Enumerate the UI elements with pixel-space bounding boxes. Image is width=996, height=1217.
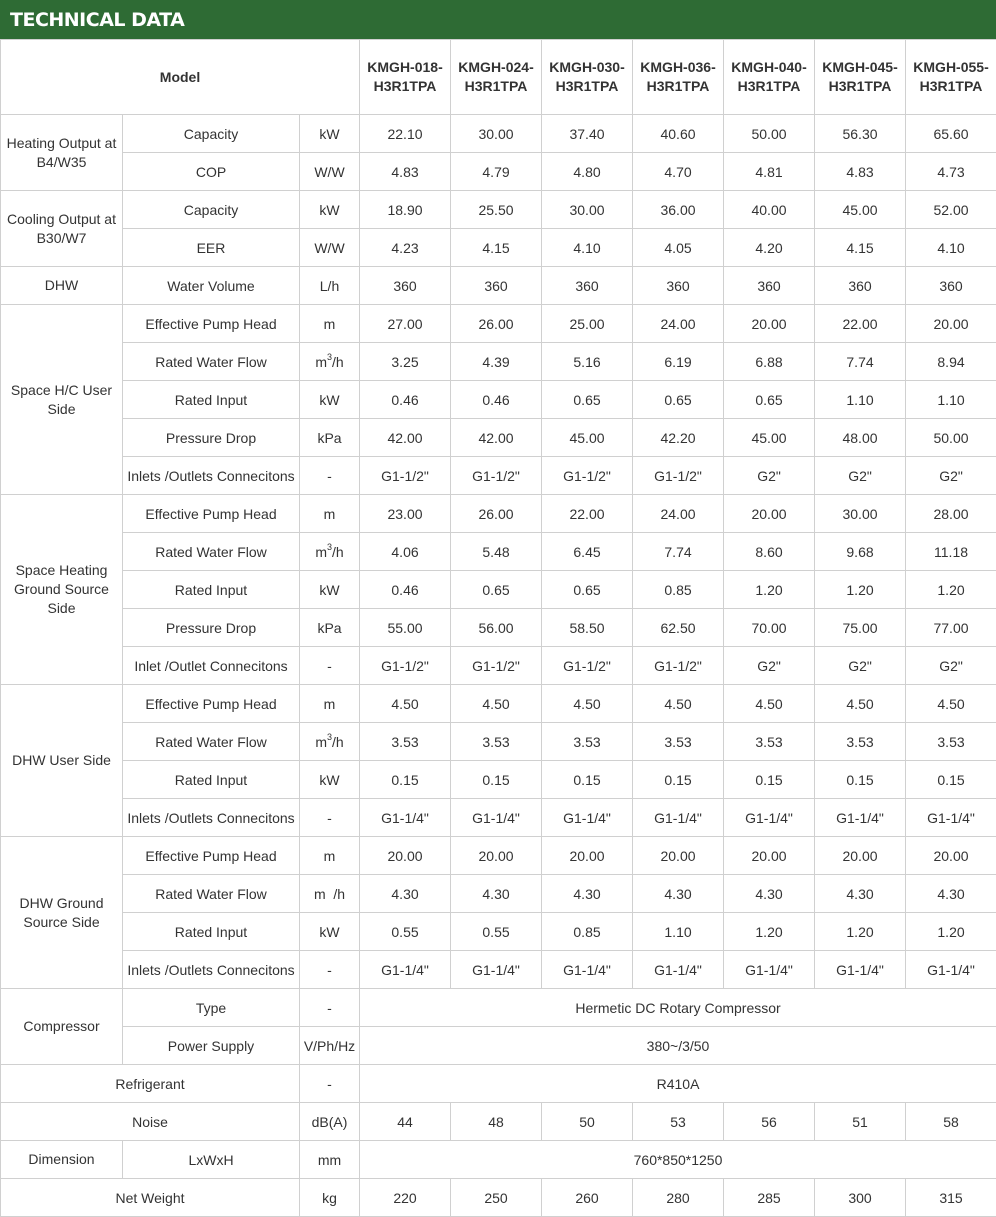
- parameter-cell: Rated Water Flow: [123, 343, 300, 381]
- value-cell: 24.00: [633, 495, 724, 533]
- value-cell: 300: [815, 1179, 906, 1217]
- value-cell: 20.00: [724, 495, 815, 533]
- value-cell: 0.65: [724, 381, 815, 419]
- category-cell: DHW Ground Source Side: [1, 837, 123, 989]
- value-cell: 1.20: [815, 913, 906, 951]
- value-cell: 360: [906, 267, 996, 305]
- value-cell: 22.10: [360, 115, 451, 153]
- value-cell: 20.00: [906, 305, 996, 343]
- value-cell: 30.00: [542, 191, 633, 229]
- value-cell: 0.15: [451, 761, 542, 799]
- value-cell: 4.83: [815, 153, 906, 191]
- value-cell: 18.90: [360, 191, 451, 229]
- value-cell: G1-1/4": [451, 799, 542, 837]
- unit-cell: -: [300, 1065, 360, 1103]
- value-cell: 51: [815, 1103, 906, 1141]
- table-row: [1, 837, 996, 875]
- parameter-cell: Pressure Drop: [123, 419, 300, 457]
- unit-cell: [300, 533, 360, 571]
- unit-tail: /h: [332, 734, 344, 750]
- technical-data-table: [0, 39, 996, 1217]
- value-cell: 0.15: [633, 761, 724, 799]
- value-cell: 0.65: [633, 381, 724, 419]
- value-cell: 3.53: [451, 723, 542, 761]
- value-cell: 22.00: [815, 305, 906, 343]
- unit-cell: W/W: [300, 153, 360, 191]
- value-cell: 26.00: [451, 305, 542, 343]
- parameter-cell: Inlets /Outlets Connecitons: [123, 457, 300, 495]
- value-cell: 56.00: [451, 609, 542, 647]
- value-cell: 55.00: [360, 609, 451, 647]
- table-row: [1, 685, 996, 723]
- value-cell: 3.53: [815, 723, 906, 761]
- value-cell: 45.00: [815, 191, 906, 229]
- value-cell: 280: [633, 1179, 724, 1217]
- value-cell: 26.00: [451, 495, 542, 533]
- table-row: [1, 153, 996, 191]
- value-cell: 58.50: [542, 609, 633, 647]
- value-cell: 6.19: [633, 343, 724, 381]
- category-cell: Heating Output at B4/W35: [1, 115, 123, 191]
- value-cell: G1-1/4": [360, 951, 451, 989]
- value-cell: 50.00: [724, 115, 815, 153]
- value-cell: 42.20: [633, 419, 724, 457]
- table-row: [1, 267, 996, 305]
- value-cell: 4.50: [542, 685, 633, 723]
- unit-base: m: [315, 734, 327, 750]
- unit-cell: kg: [300, 1179, 360, 1217]
- unit-cell: m: [300, 495, 360, 533]
- table-row: [1, 799, 996, 837]
- value-cell: 9.68: [815, 533, 906, 571]
- value-cell: 760*850*1250: [360, 1141, 996, 1179]
- model-cell: KMGH-040- H3R1TPA: [724, 40, 815, 115]
- table-row: [1, 647, 996, 685]
- table-row: [1, 609, 996, 647]
- value-cell: G2": [906, 457, 996, 495]
- parameter-cell: Capacity: [123, 115, 300, 153]
- value-cell: 5.16: [542, 343, 633, 381]
- value-cell: 4.15: [451, 229, 542, 267]
- value-cell: G1-1/4": [451, 951, 542, 989]
- value-cell: Hermetic DC Rotary Compressor: [360, 989, 996, 1027]
- table-row: [1, 1179, 996, 1217]
- category-cell: Cooling Output at B30/W7: [1, 191, 123, 267]
- value-cell: 0.15: [724, 761, 815, 799]
- value-cell: 4.23: [360, 229, 451, 267]
- table-row: [1, 305, 996, 343]
- value-cell: 4.30: [360, 875, 451, 913]
- unit-cell: mm: [300, 1141, 360, 1179]
- value-cell: 3.53: [906, 723, 996, 761]
- value-cell: 25.00: [542, 305, 633, 343]
- unit-cell: m: [300, 305, 360, 343]
- table-row: [1, 457, 996, 495]
- value-cell: 250: [451, 1179, 542, 1217]
- value-cell: 4.81: [724, 153, 815, 191]
- value-cell: 4.50: [633, 685, 724, 723]
- unit-cell: W/W: [300, 229, 360, 267]
- model-cell: KMGH-018- H3R1TPA: [360, 40, 451, 115]
- table-row: [1, 875, 996, 913]
- model-cell: KMGH-045- H3R1TPA: [815, 40, 906, 115]
- value-cell: 70.00: [724, 609, 815, 647]
- value-cell: G1-1/2": [542, 457, 633, 495]
- value-cell: 30.00: [815, 495, 906, 533]
- table-row: [1, 495, 996, 533]
- category-cell: Refrigerant: [1, 1065, 300, 1103]
- unit-superscript: 3: [327, 732, 332, 742]
- value-cell: 0.65: [451, 571, 542, 609]
- value-cell: G1-1/4": [815, 951, 906, 989]
- value-cell: 23.00: [360, 495, 451, 533]
- value-cell: 4.83: [360, 153, 451, 191]
- unit-cell: -: [300, 989, 360, 1027]
- table-row: [1, 533, 996, 571]
- value-cell: 4.30: [451, 875, 542, 913]
- model-label: Model: [1, 40, 360, 115]
- value-cell: G1-1/2": [360, 647, 451, 685]
- value-cell: 20.00: [906, 837, 996, 875]
- value-cell: G1-1/2": [633, 457, 724, 495]
- value-cell: 4.50: [815, 685, 906, 723]
- value-cell: 220: [360, 1179, 451, 1217]
- value-cell: 4.05: [633, 229, 724, 267]
- value-cell: 27.00: [360, 305, 451, 343]
- value-cell: 6.45: [542, 533, 633, 571]
- value-cell: 360: [542, 267, 633, 305]
- value-cell: 0.46: [360, 381, 451, 419]
- value-cell: G1-1/4": [542, 799, 633, 837]
- value-cell: 3.53: [360, 723, 451, 761]
- table-row: [1, 1103, 996, 1141]
- value-cell: 1.20: [906, 571, 996, 609]
- value-cell: 20.00: [724, 305, 815, 343]
- unit-cell: L/h: [300, 267, 360, 305]
- value-cell: 360: [815, 267, 906, 305]
- unit-cell: [300, 343, 360, 381]
- parameter-cell: Rated Water Flow: [123, 723, 300, 761]
- value-cell: 42.00: [360, 419, 451, 457]
- category-cell: Dimension: [1, 1141, 123, 1179]
- parameter-cell: Power Supply: [123, 1027, 300, 1065]
- value-cell: 360: [724, 267, 815, 305]
- value-cell: G2": [815, 457, 906, 495]
- unit-cell: kPa: [300, 609, 360, 647]
- value-cell: 4.30: [906, 875, 996, 913]
- parameter-cell: EER: [123, 229, 300, 267]
- unit-cell: kW: [300, 191, 360, 229]
- value-cell: 5.48: [451, 533, 542, 571]
- value-cell: 52.00: [906, 191, 996, 229]
- value-cell: 45.00: [724, 419, 815, 457]
- unit-cell: kW: [300, 381, 360, 419]
- unit-base: m: [315, 354, 327, 370]
- parameter-cell: Effective Pump Head: [123, 837, 300, 875]
- value-cell: 4.80: [542, 153, 633, 191]
- value-cell: 7.74: [815, 343, 906, 381]
- unit-base: m: [315, 544, 327, 560]
- value-cell: 4.30: [542, 875, 633, 913]
- table-row: [1, 1141, 996, 1179]
- value-cell: 20.00: [633, 837, 724, 875]
- value-cell: G2": [815, 647, 906, 685]
- parameter-cell: Rated Input: [123, 761, 300, 799]
- category-cell: DHW User Side: [1, 685, 123, 837]
- value-cell: 4.50: [360, 685, 451, 723]
- unit-cell: kW: [300, 761, 360, 799]
- parameter-cell: Water Volume: [123, 267, 300, 305]
- value-cell: 45.00: [542, 419, 633, 457]
- value-cell: 4.39: [451, 343, 542, 381]
- value-cell: 3.53: [724, 723, 815, 761]
- value-cell: G2": [724, 457, 815, 495]
- parameter-cell: Capacity: [123, 191, 300, 229]
- model-cell: KMGH-024- H3R1TPA: [451, 40, 542, 115]
- value-cell: 380~/3/50: [360, 1027, 996, 1065]
- table-row: [1, 115, 996, 153]
- value-cell: 0.55: [360, 913, 451, 951]
- value-cell: 3.53: [542, 723, 633, 761]
- value-cell: G1-1/4": [360, 799, 451, 837]
- parameter-cell: Effective Pump Head: [123, 305, 300, 343]
- value-cell: 360: [360, 267, 451, 305]
- parameter-cell: Inlets /Outlets Connecitons: [123, 951, 300, 989]
- unit-cell: -: [300, 457, 360, 495]
- value-cell: 4.06: [360, 533, 451, 571]
- unit-cell: -: [300, 799, 360, 837]
- unit-cell: V/Ph/Hz: [300, 1027, 360, 1065]
- parameter-cell: Rated Input: [123, 381, 300, 419]
- table-row: [1, 343, 996, 381]
- page-title: TECHNICAL DATA: [10, 9, 184, 31]
- unit-cell: kW: [300, 571, 360, 609]
- value-cell: 4.30: [633, 875, 724, 913]
- unit-cell: -: [300, 951, 360, 989]
- value-cell: 1.20: [815, 571, 906, 609]
- parameter-cell: COP: [123, 153, 300, 191]
- value-cell: 56: [724, 1103, 815, 1141]
- value-cell: 53: [633, 1103, 724, 1141]
- table-body: [1, 40, 996, 1217]
- value-cell: 7.74: [633, 533, 724, 571]
- value-cell: 1.10: [633, 913, 724, 951]
- unit-cell: dB(A): [300, 1103, 360, 1141]
- value-cell: G2": [906, 647, 996, 685]
- category-cell: Compressor: [1, 989, 123, 1065]
- value-cell: 40.60: [633, 115, 724, 153]
- value-cell: 0.65: [542, 571, 633, 609]
- value-cell: 1.10: [906, 381, 996, 419]
- value-cell: 360: [633, 267, 724, 305]
- value-cell: G1-1/4": [724, 799, 815, 837]
- table-row: [1, 191, 996, 229]
- value-cell: 0.55: [451, 913, 542, 951]
- parameter-cell: Effective Pump Head: [123, 495, 300, 533]
- value-cell: 24.00: [633, 305, 724, 343]
- value-cell: G1-1/4": [815, 799, 906, 837]
- value-cell: 48.00: [815, 419, 906, 457]
- unit-cell: kW: [300, 115, 360, 153]
- value-cell: 48: [451, 1103, 542, 1141]
- category-cell: Space Heating Ground Source Side: [1, 495, 123, 685]
- value-cell: 56.30: [815, 115, 906, 153]
- value-cell: 4.30: [815, 875, 906, 913]
- value-cell: G1-1/4": [724, 951, 815, 989]
- value-cell: 28.00: [906, 495, 996, 533]
- value-cell: G1-1/2": [633, 647, 724, 685]
- value-cell: 30.00: [451, 115, 542, 153]
- parameter-cell: Pressure Drop: [123, 609, 300, 647]
- value-cell: 4.20: [724, 229, 815, 267]
- value-cell: 0.65: [542, 381, 633, 419]
- value-cell: 8.94: [906, 343, 996, 381]
- value-cell: 0.46: [451, 381, 542, 419]
- table-row: [1, 381, 996, 419]
- unit-tail: /h: [332, 354, 344, 370]
- value-cell: 260: [542, 1179, 633, 1217]
- table-row: [1, 419, 996, 457]
- value-cell: 22.00: [542, 495, 633, 533]
- value-cell: 36.00: [633, 191, 724, 229]
- value-cell: 44: [360, 1103, 451, 1141]
- value-cell: 4.79: [451, 153, 542, 191]
- value-cell: 3.25: [360, 343, 451, 381]
- value-cell: 20.00: [360, 837, 451, 875]
- value-cell: 20.00: [451, 837, 542, 875]
- table-row: [1, 723, 996, 761]
- unit-cell: kW: [300, 913, 360, 951]
- value-cell: 0.15: [815, 761, 906, 799]
- parameter-cell: Inlet /Outlet Connecitons: [123, 647, 300, 685]
- parameter-cell: Effective Pump Head: [123, 685, 300, 723]
- parameter-cell: Inlets /Outlets Connecitons: [123, 799, 300, 837]
- value-cell: 360: [451, 267, 542, 305]
- unit-cell: m: [300, 837, 360, 875]
- unit-cell: kPa: [300, 419, 360, 457]
- table-row: [1, 1065, 996, 1103]
- value-cell: 6.88: [724, 343, 815, 381]
- value-cell: 1.10: [815, 381, 906, 419]
- table-row: [1, 1027, 996, 1065]
- value-cell: G1-1/4": [542, 951, 633, 989]
- model-cell: KMGH-055- H3R1TPA: [906, 40, 996, 115]
- value-cell: 75.00: [815, 609, 906, 647]
- table-row: [1, 761, 996, 799]
- parameter-cell: Rated Water Flow: [123, 533, 300, 571]
- value-cell: R410A: [360, 1065, 996, 1103]
- unit-cell: m: [300, 685, 360, 723]
- value-cell: 0.15: [360, 761, 451, 799]
- value-cell: 20.00: [724, 837, 815, 875]
- title-bar: [0, 0, 996, 39]
- value-cell: 0.85: [633, 571, 724, 609]
- value-cell: 50.00: [906, 419, 996, 457]
- value-cell: 1.20: [724, 571, 815, 609]
- table-row: [1, 951, 996, 989]
- value-cell: G1-1/2": [542, 647, 633, 685]
- value-cell: 62.50: [633, 609, 724, 647]
- category-cell: Space H/C User Side: [1, 305, 123, 495]
- value-cell: 25.50: [451, 191, 542, 229]
- table-row: [1, 229, 996, 267]
- value-cell: 0.85: [542, 913, 633, 951]
- value-cell: 37.40: [542, 115, 633, 153]
- value-cell: 65.60: [906, 115, 996, 153]
- category-cell: DHW: [1, 267, 123, 305]
- table-row: [1, 989, 996, 1027]
- value-cell: 1.20: [724, 913, 815, 951]
- unit-tail: /h: [332, 544, 344, 560]
- value-cell: 40.00: [724, 191, 815, 229]
- model-cell: KMGH-030- H3R1TPA: [542, 40, 633, 115]
- model-header-row: [1, 40, 996, 115]
- value-cell: 4.10: [542, 229, 633, 267]
- value-cell: 4.15: [815, 229, 906, 267]
- value-cell: G1-1/2": [451, 457, 542, 495]
- value-cell: 4.70: [633, 153, 724, 191]
- table-row: [1, 571, 996, 609]
- value-cell: 20.00: [815, 837, 906, 875]
- value-cell: 20.00: [542, 837, 633, 875]
- value-cell: 0.15: [906, 761, 996, 799]
- value-cell: 4.30: [724, 875, 815, 913]
- parameter-cell: Type: [123, 989, 300, 1027]
- parameter-cell: LxWxH: [123, 1141, 300, 1179]
- category-cell: Noise: [1, 1103, 300, 1141]
- value-cell: 8.60: [724, 533, 815, 571]
- unit-superscript: 3: [327, 352, 332, 362]
- unit-cell: [300, 723, 360, 761]
- table-row: [1, 913, 996, 951]
- value-cell: 42.00: [451, 419, 542, 457]
- value-cell: 1.20: [906, 913, 996, 951]
- unit-cell: -: [300, 647, 360, 685]
- unit-superscript: 3: [327, 542, 332, 552]
- value-cell: 4.50: [451, 685, 542, 723]
- value-cell: G1-1/4": [633, 799, 724, 837]
- unit-cell: m /h: [300, 875, 360, 913]
- value-cell: G1-1/2": [451, 647, 542, 685]
- model-cell: KMGH-036- H3R1TPA: [633, 40, 724, 115]
- value-cell: 4.50: [906, 685, 996, 723]
- value-cell: G1-1/2": [360, 457, 451, 495]
- value-cell: 4.50: [724, 685, 815, 723]
- value-cell: 77.00: [906, 609, 996, 647]
- parameter-cell: Rated Input: [123, 913, 300, 951]
- value-cell: 3.53: [633, 723, 724, 761]
- value-cell: 0.46: [360, 571, 451, 609]
- value-cell: G2": [724, 647, 815, 685]
- value-cell: 11.18: [906, 533, 996, 571]
- value-cell: G1-1/4": [906, 951, 996, 989]
- value-cell: 315: [906, 1179, 996, 1217]
- value-cell: 285: [724, 1179, 815, 1217]
- value-cell: G1-1/4": [906, 799, 996, 837]
- value-cell: G1-1/4": [633, 951, 724, 989]
- value-cell: 4.73: [906, 153, 996, 191]
- value-cell: 50: [542, 1103, 633, 1141]
- value-cell: 58: [906, 1103, 996, 1141]
- category-cell: Net Weight: [1, 1179, 300, 1217]
- value-cell: 0.15: [542, 761, 633, 799]
- parameter-cell: Rated Input: [123, 571, 300, 609]
- parameter-cell: Rated Water Flow: [123, 875, 300, 913]
- value-cell: 4.10: [906, 229, 996, 267]
